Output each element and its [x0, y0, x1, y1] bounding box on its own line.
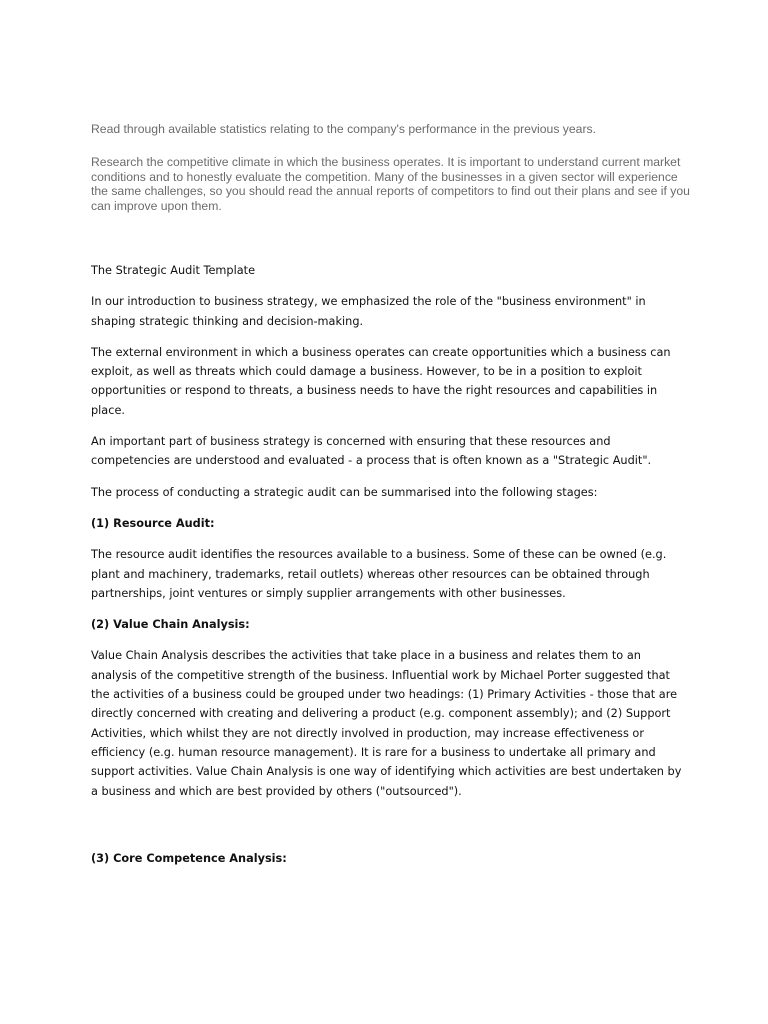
- value-chain-paragraph: Value Chain Analysis describes the activities that take place in a business and relates them to an analysis of the competitive strength of the business. Influential work by Michael Porter suggested that the activities of a business could be grouped under two headings: (1) Primary Activities - those that are directly concerned with creating and delivering a product (e.g. component assembly); and (2) Support Activities, which whilst they are not directly involved in production, may increase effectiveness or efficiency (e.g. human resource management). It is rare for a business to undertake all primary and support activities. Value Chain Analysis is one way of identifying which activities are best undertaken by a business and which are best provided by others ("outsourced").: [91, 649, 682, 798]
- value-chain-heading: (2) Value Chain Analysis:: [91, 618, 250, 632]
- core-competence-heading: (3) Core Competence Analysis:: [91, 851, 287, 865]
- external-environment-paragraph: The external environment in which a business operates can create opportunities which a business can exploit, as well as threats which could damage a business. However, to be in a position to exploit opportunities or respond to threats, a business needs to have the right resources and capabilities in place.: [91, 345, 671, 417]
- intro-business-environment-paragraph: In our introduction to business strategy, we emphasized the role of the "business environment" in shaping strategic thinking and decision-making.: [91, 295, 646, 328]
- strategic-audit-paragraph: An important part of business strategy is concerned with ensuring that these resources and competencies are understood and evaluated - a process that is often known as a "Strategic Audit".: [91, 435, 652, 468]
- section-title: The Strategic Audit Template: [91, 264, 256, 277]
- document-body: [91, 261, 683, 880]
- resource-audit-heading: (1) Resource Audit:: [91, 516, 215, 530]
- audit-stages-paragraph: The process of conducting a strategic audit can be summarised into the following stages:: [91, 485, 598, 499]
- intro-competition-paragraph: Research the competitive climate in which the business operates. It is important to understand current market conditions and to honestly evaluate the competition. Many of the businesses in a given sector will experience the same challenges, so you should read the annual reports of competitors to find out their plans and see if you can improve upon them.: [91, 155, 690, 213]
- resource-audit-paragraph: The resource audit identifies the resources available to a business. Some of these can be owned (e.g. plant and machinery, trademarks, retail outlets) whereas other resources can be obtained through partnerships, joint ventures or simply supplier arrangements with other businesses.: [91, 548, 667, 600]
- intro-statistics-paragraph: Read through available statistics relating to the company's performance in the previous years.: [91, 122, 596, 136]
- section-spacer: [91, 813, 683, 849]
